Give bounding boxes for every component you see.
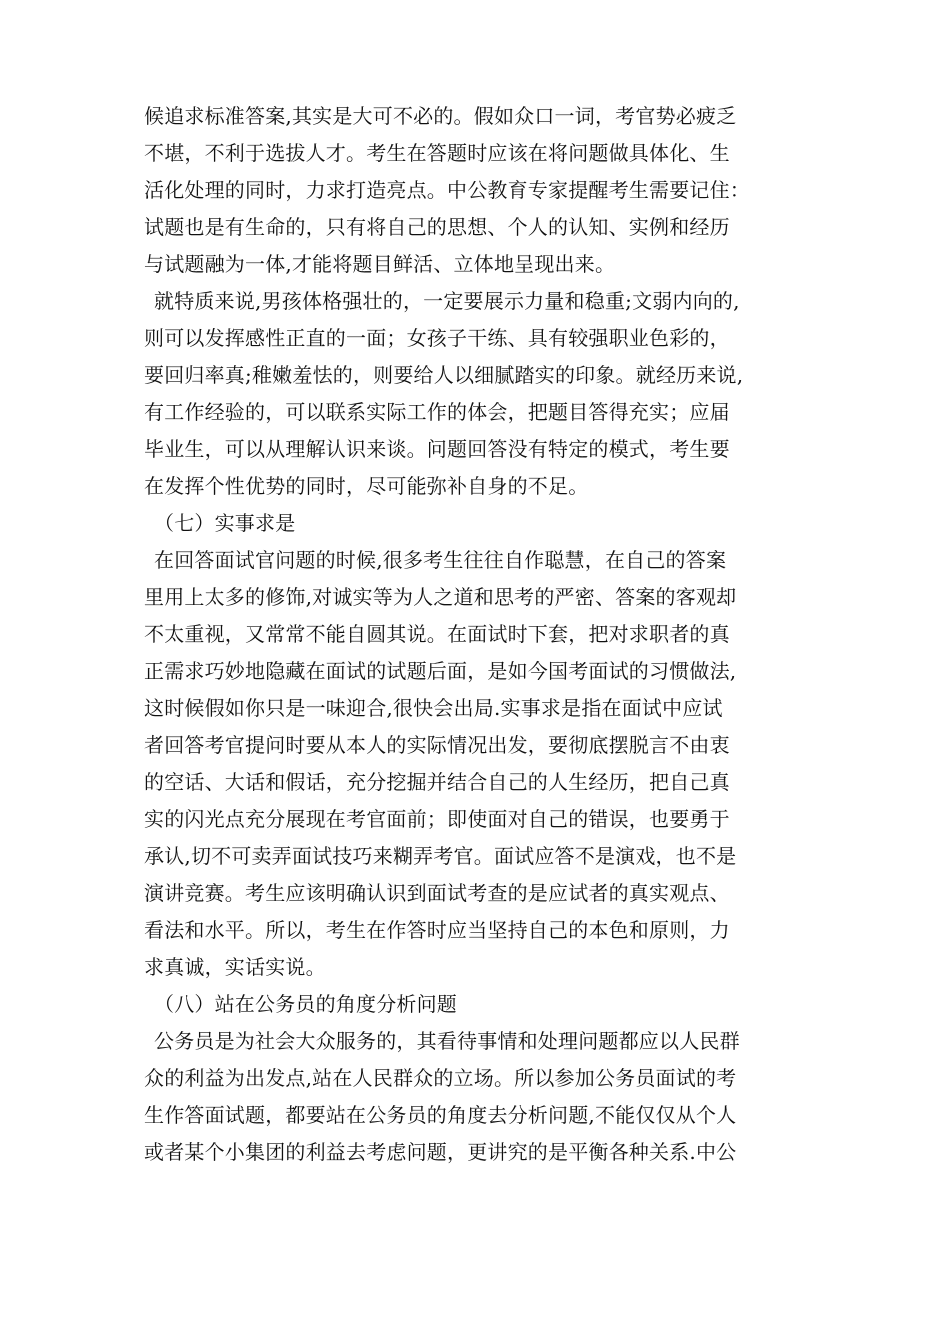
text-line: 不堪，不利于选拔人才。考生在答题时应该在将问题做具体化、生	[144, 141, 730, 165]
text-line: 不太重视，又常常不能自圆其说。在面试时下套，把对求职者的真	[144, 622, 730, 646]
text-line: 活化处理的同时，力求打造亮点。中公教育专家提醒考生需要记住：	[144, 178, 750, 202]
text-line: 有工作经验的，可以联系实际工作的体会，把题目答得充实；应届	[144, 400, 730, 424]
text-line: 者回答考官提问时要从本人的实际情况出发，要彻底摆脱言不由衷	[144, 733, 730, 757]
text-line: 则可以发挥感性正直的一面；女孩子干练、具有较强职业色彩的，	[144, 326, 730, 350]
text-line: 试题也是有生命的，只有将自己的思想、个人的认知、实例和经历	[144, 215, 730, 239]
text-line: 众的利益为出发点,站在人民群众的立场。所以参加公务员面试的考	[144, 1066, 737, 1090]
text-line: 的空话、大话和假话，充分挖掘并结合自己的人生经历，把自己真	[144, 770, 730, 794]
paragraph-start: 就特质来说,男孩体格强壮的，一定要展示力量和稳重;文弱内向的,	[154, 289, 740, 313]
section-heading: （八）站在公务员的角度分析问题	[154, 992, 457, 1016]
text-line: 候追求标准答案,其实是大可不必的。假如众口一词，考官势必疲乏	[144, 104, 737, 128]
text-line: 或者某个小集团的利益去考虑问题，更讲究的是平衡各种关系.中公	[144, 1140, 737, 1164]
text-line: 承认,切不可卖弄面试技巧来糊弄考官。面试应答不是演戏，也不是	[144, 844, 737, 868]
text-line: 求真诚，实话实说。	[144, 955, 326, 979]
paragraph-start: 在回答面试官问题的时候,很多考生往往自作聪慧，在自己的答案	[154, 548, 727, 572]
text-line: 演讲竞赛。考生应该明确认识到面试考查的是应试者的真实观点、	[144, 881, 730, 905]
text-line: 实的闪光点充分展现在考官面前；即使面对自己的错误，也要勇于	[144, 807, 730, 831]
text-line: 这时候假如你只是一味迎合,很快会出局.实事求是指在面试中应试	[144, 696, 723, 720]
text-line: 看法和水平。所以，考生在作答时应当坚持自己的本色和原则，力	[144, 918, 730, 942]
text-line: 里用上太多的修饰,对诚实等为人之道和思考的严密、答案的客观却	[144, 585, 737, 609]
document-body	[144, 98, 814, 1171]
text-line: 要回归率真;稚嫩羞怯的，则要给人以细腻踏实的印象。就经历来说,	[144, 363, 744, 387]
text-line: 在发挥个性优势的同时，尽可能弥补自身的不足。	[144, 474, 589, 498]
paragraph-start: 公务员是为社会大众服务的，其看待事情和处理问题都应以人民群	[154, 1029, 740, 1053]
text-line: 毕业生，可以从理解认识来谈。问题回答没有特定的模式，考生要	[144, 437, 730, 461]
text-line: 与试题融为一体,才能将题目鲜活、立体地呈现出来。	[144, 252, 616, 276]
section-heading: （七）实事求是	[154, 511, 296, 535]
text-line: 生作答面试题，都要站在公务员的角度去分析问题,不能仅仅从个人	[144, 1103, 737, 1127]
text-line: 正需求巧妙地隐藏在面试的试题后面，是如今国考面试的习惯做法,	[144, 659, 737, 683]
